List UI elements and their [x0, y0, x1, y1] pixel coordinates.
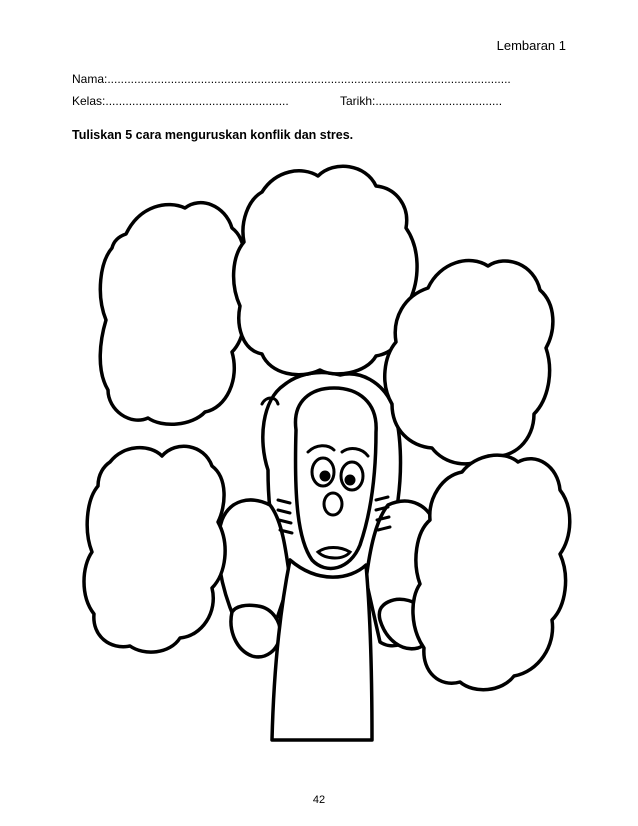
class-blank-line[interactable]: .......................................................	[105, 94, 289, 108]
character-nose	[324, 493, 342, 515]
sheet-label: Lembaran 1	[496, 38, 566, 53]
thought-cloud-top-center	[234, 166, 417, 374]
thought-cloud-bottom-left	[84, 446, 225, 652]
name-label: Nama:	[72, 72, 108, 86]
character-left-hand	[231, 605, 280, 657]
character-right-pupil	[346, 476, 354, 484]
date-blank-line[interactable]: ......................................	[375, 94, 503, 108]
character-mouth	[318, 548, 350, 559]
character-body	[272, 560, 372, 740]
instruction-text: Tuliskan 5 cara menguruskan konflik dan stres.	[72, 128, 354, 142]
name-blank-line[interactable]: .........................................................................................................................	[107, 72, 511, 86]
class-label: Kelas:	[72, 94, 106, 108]
thought-cloud-top-left	[100, 203, 245, 425]
page-number: 42	[312, 794, 326, 806]
date-label: Tarikh:	[340, 94, 376, 108]
character-left-pupil	[321, 472, 329, 480]
thought-cloud-bottom-right	[413, 455, 570, 690]
